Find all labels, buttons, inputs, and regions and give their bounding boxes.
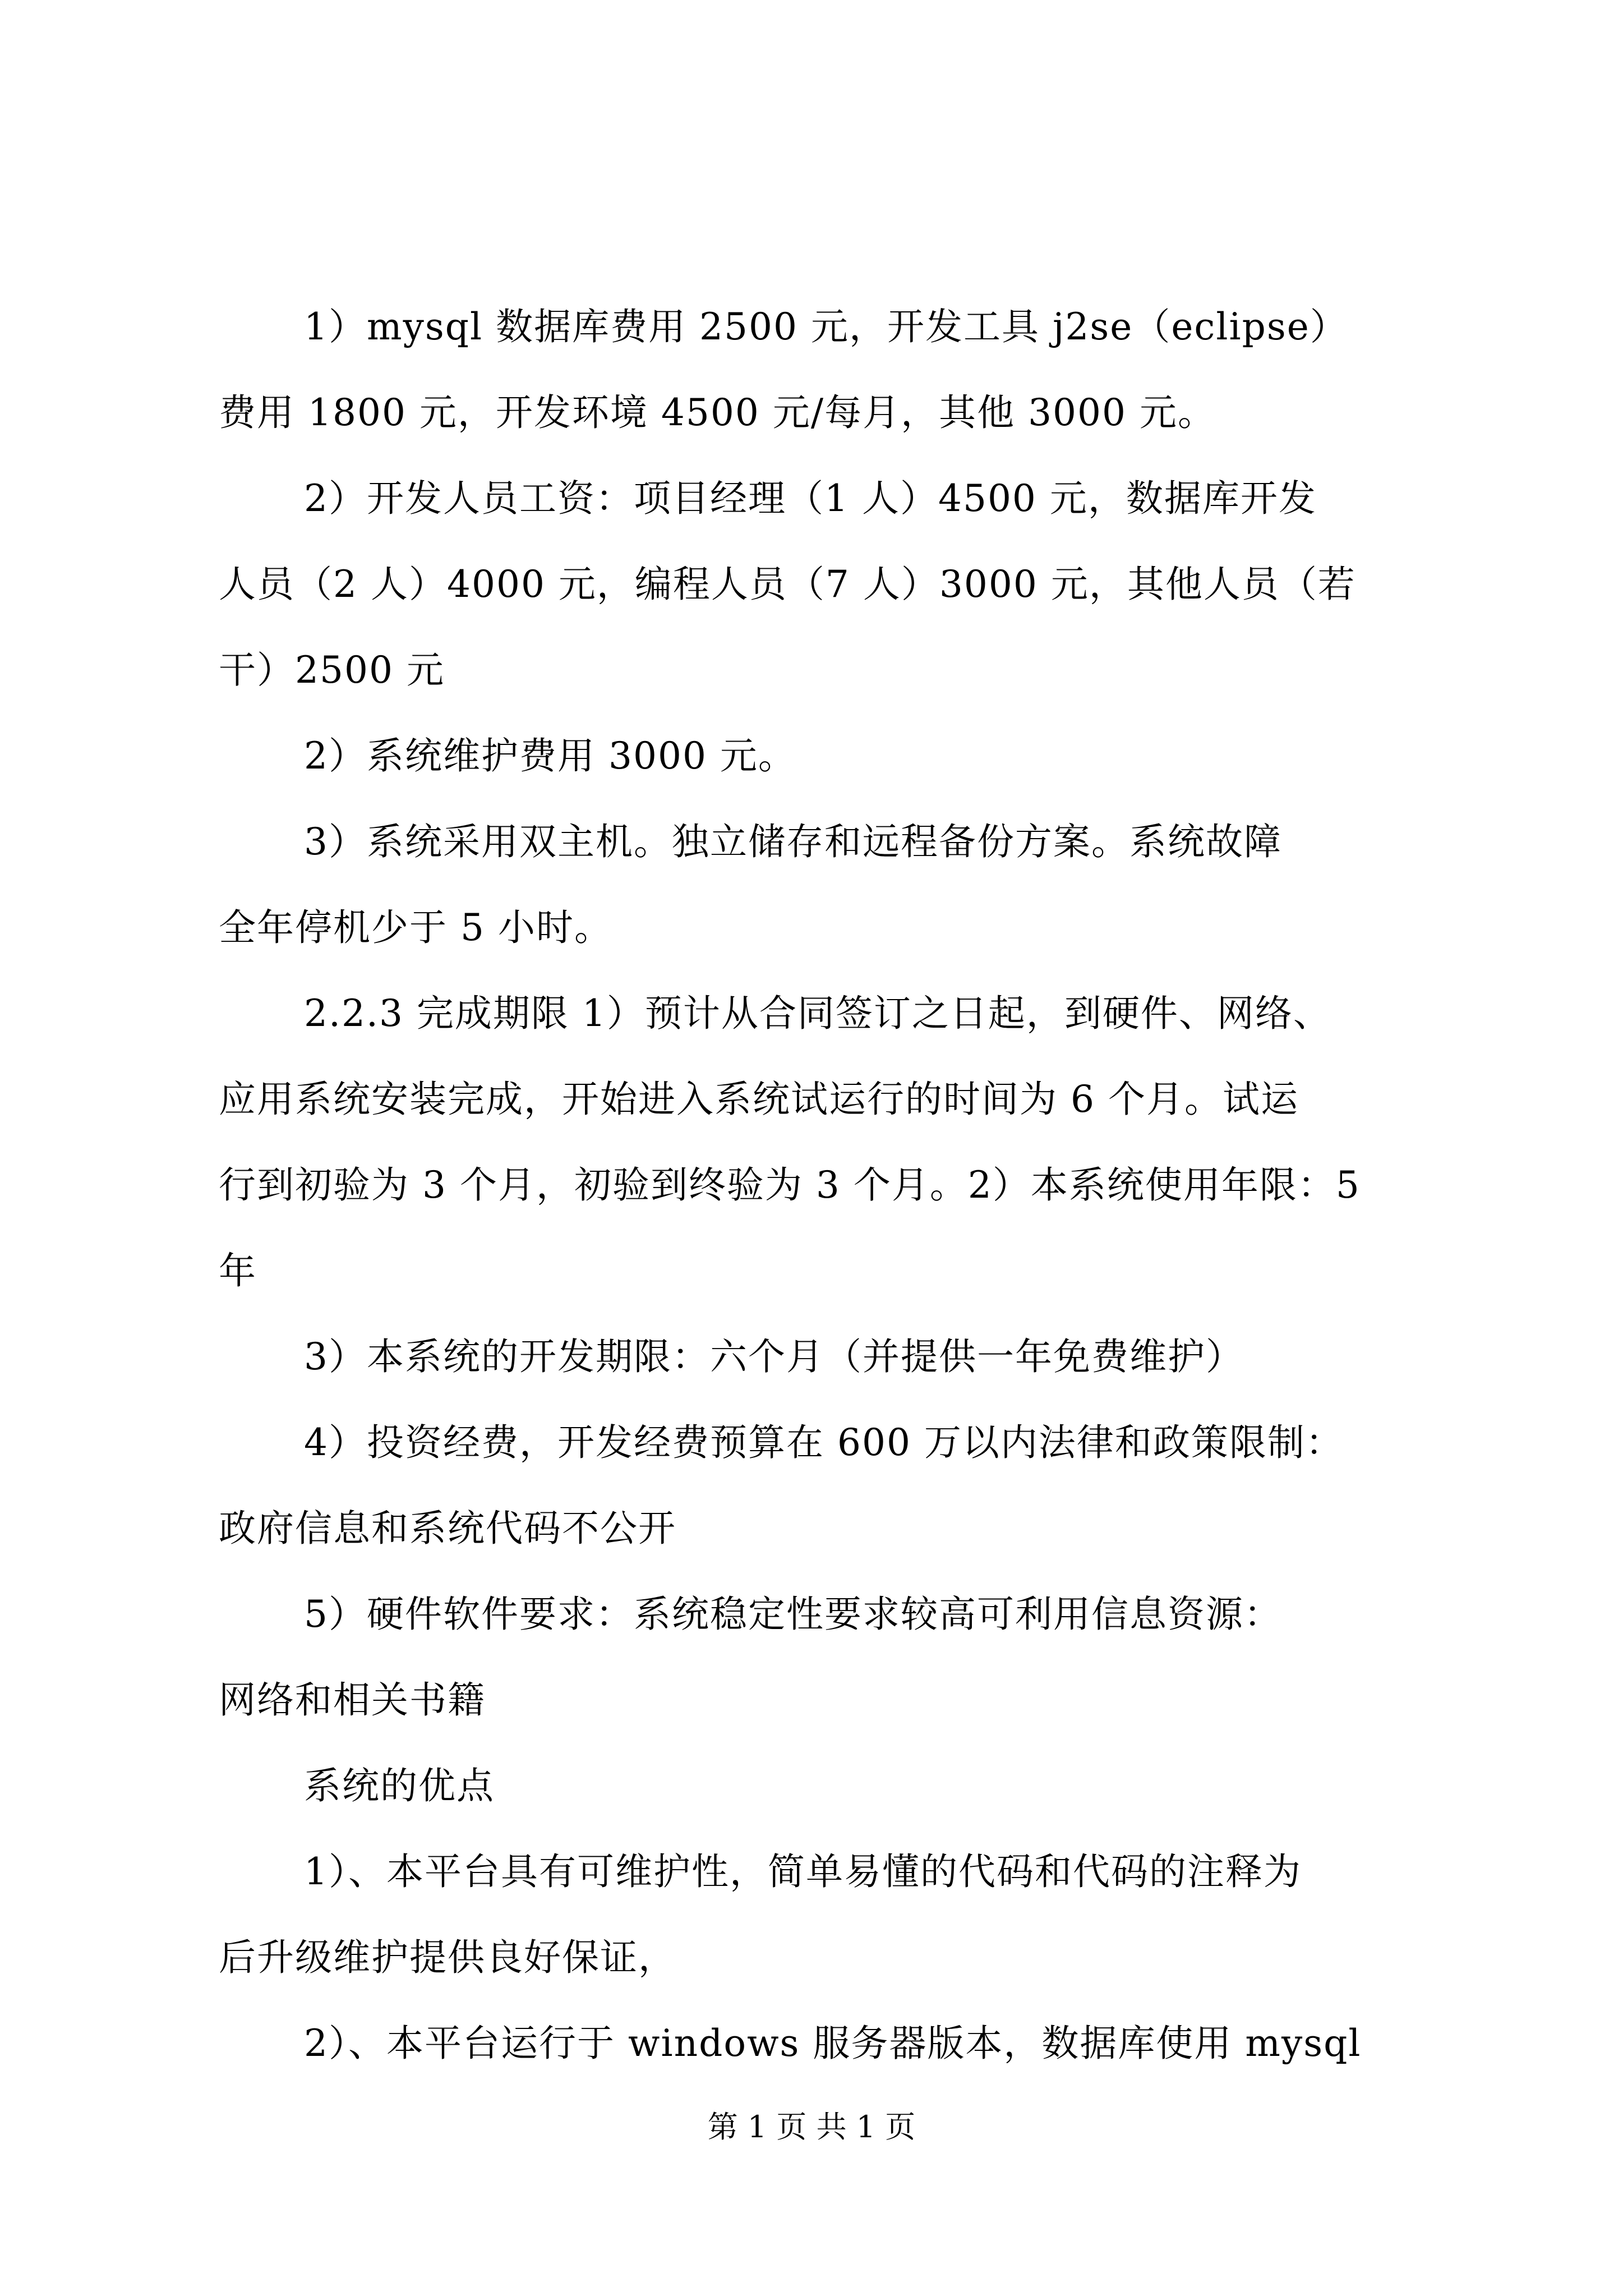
paragraph-line: 5）硬件软件要求：系统稳定性要求较高可利用信息资源：: [304, 1593, 1282, 1636]
paragraph-line: 3）系统采用双主机。独立储存和远程备份方案。系统故障: [304, 820, 1282, 863]
paragraph-line: 4）投资经费，开发经费预算在 600 万以内法律和政策限制：: [304, 1421, 1344, 1464]
paragraph-line: 3）本系统的开发期限：六个月（并提供一年免费维护）: [304, 1335, 1244, 1378]
paragraph-line: 应用系统安装完成，开始进入系统试运行的时间为 6 个月。试运: [219, 1078, 1299, 1121]
paragraph-line: 行到初验为 3 个月，初验到终验为 3 个月。2）本系统使用年限：5: [219, 1163, 1361, 1207]
paragraph-line: 政府信息和系统代码不公开: [219, 1507, 676, 1550]
paragraph-line: 后升级维护提供良好保证，: [219, 1936, 676, 1979]
paragraph-line: 1）、本平台具有可维护性，简单易懂的代码和代码的注释为: [304, 1850, 1302, 1893]
paragraph-line: 2）开发人员工资：项目经理（1 人）4500 元，数据库开发: [304, 477, 1317, 520]
paragraph-line: 全年停机少于 5 小时。: [219, 906, 612, 949]
paragraph-line: 2）系统维护费用 3000 元。: [304, 734, 796, 777]
page-footer: 第 1 页 共 1 页: [707, 2109, 916, 2145]
paragraph-line: 网络和相关书籍: [219, 1678, 486, 1722]
paragraph-line: 2.2.3 完成期限 1）预计从合同签订之日起，到硬件、网络、: [304, 992, 1331, 1035]
paragraph-line: 人员（2 人）4000 元，编程人员（7 人）3000 元，其他人员（若: [219, 563, 1356, 606]
paragraph-line: 干）2500 元: [219, 648, 445, 692]
paragraph-line: 1）mysql 数据库费用 2500 元，开发工具 j2se（eclipse）: [304, 305, 1348, 348]
paragraph-line: 2）、本平台运行于 windows 服务器版本，数据库使用 mysql: [304, 2022, 1362, 2065]
paragraph-line: 年: [219, 1249, 257, 1292]
section-heading: 系统的优点: [304, 1764, 495, 1807]
document-body: [219, 306, 1497, 2108]
paragraph-line: 费用 1800 元，开发环境 4500 元/每月，其他 3000 元。: [219, 391, 1216, 434]
